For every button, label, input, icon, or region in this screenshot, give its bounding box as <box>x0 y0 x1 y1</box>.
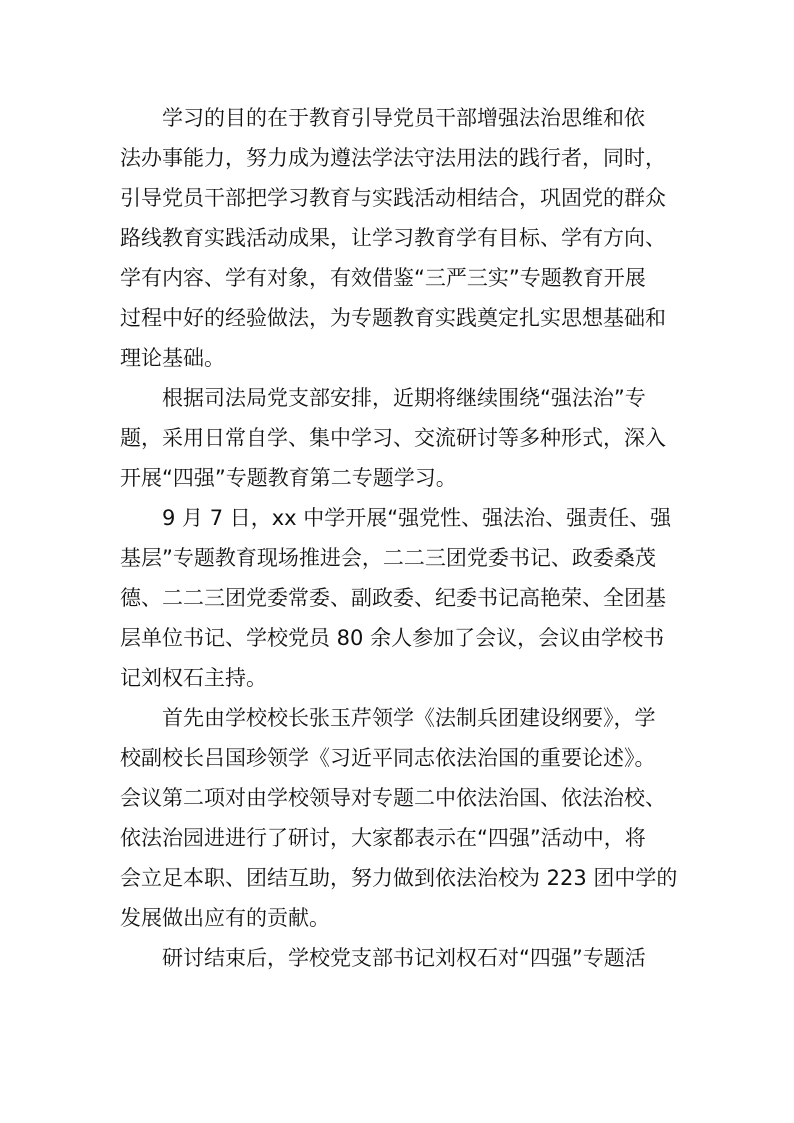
text-line: 会议第二项对由学校领导对专题二中依法治国、依法治校、 <box>120 786 666 810</box>
text-line: 开展“四强”专题教育第二专题学习。 <box>120 466 457 490</box>
text-line: 过程中好的经验做法，为专题教育实践奠定扎实思想基础和 <box>120 306 666 330</box>
text-line: 路线教育实践活动成果，让学习教育学有目标、学有方向、 <box>120 226 666 250</box>
text-line: 9 月 7 日，xx 中学开展“强党性、强法治、强责任、强 <box>120 506 672 530</box>
text-line: 基层”专题教育现场推进会，二二三团党委书记、政委桑茂 <box>120 546 656 570</box>
text-line: 引导党员干部把学习教育与实践活动相结合，巩固党的群众 <box>120 186 666 210</box>
text-line: 学习的目的在于教育引导党员干部增强法治思维和依 <box>120 106 645 130</box>
text-line: 首先由学校校长张玉芹领学《法制兵团建设纲要》，学 <box>120 706 656 730</box>
text-line: 学有内容、学有对象，有效借鉴“三严三实”专题教育开展 <box>120 266 646 290</box>
text-line: 研讨结束后，学校党支部书记刘权石对“四强”专题活 <box>120 946 646 970</box>
text-line: 德、二二三团党委常委、副政委、纪委书记高艳荣、全团基 <box>120 586 666 610</box>
text-line: 理论基础。 <box>120 346 225 370</box>
text-line: 法办事能力，努力成为遵法学法守法用法的践行者，同时， <box>120 146 666 170</box>
text-line: 发展做出应有的贡献。 <box>120 906 330 930</box>
text-line: 依法治园进进行了研讨，大家都表示在“四强”活动中，将 <box>120 826 646 850</box>
text-line: 会立足本职、团结互助，努力做到依法治校为 223 团中学的 <box>120 866 678 890</box>
text-line: 校副校长吕国珍领学《习近平同志依法治国的重要论述》。 <box>120 746 656 770</box>
text-line: 根据司法局党支部安排，近期将继续围绕“强法治”专 <box>120 386 646 410</box>
text-line: 题，采用日常自学、集中学习、交流研讨等多种形式，深入 <box>120 426 666 450</box>
text-line: 层单位书记、学校党员 80 余人参加了会议，会议由学校书 <box>120 626 665 650</box>
text-line: 记刘权石主持。 <box>120 666 267 690</box>
